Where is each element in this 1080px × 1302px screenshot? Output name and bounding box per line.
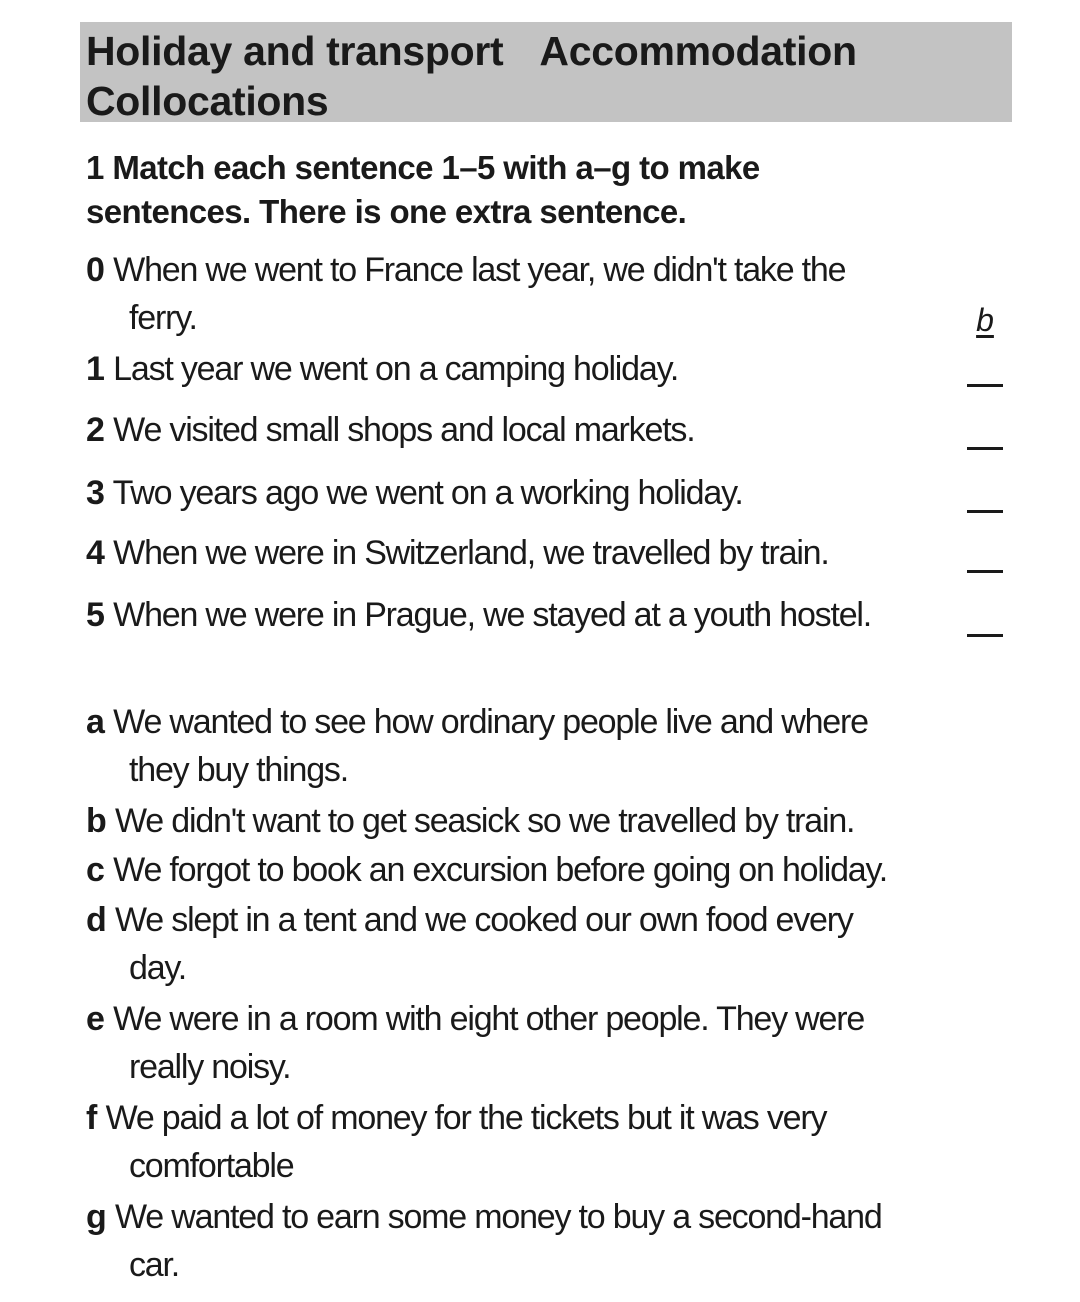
option-b bbox=[86, 797, 966, 845]
option-letter: c bbox=[86, 851, 105, 889]
sentence-text: When we were in Prague, we stayed at a youth hostel. bbox=[113, 596, 872, 634]
exercise-instruction bbox=[86, 146, 986, 234]
option-letter: g bbox=[86, 1198, 107, 1236]
sentence-3 bbox=[86, 469, 966, 517]
answer-blank-3[interactable] bbox=[967, 510, 1003, 513]
sentence-number: 5 bbox=[86, 596, 105, 634]
answer-blank-1[interactable] bbox=[967, 384, 1003, 387]
option-text-continued: day. bbox=[129, 949, 186, 987]
sentence-5 bbox=[86, 591, 966, 639]
header-title-accommodation: Accommodation bbox=[539, 28, 857, 74]
option-text-continued: comfortable bbox=[129, 1147, 294, 1185]
option-text: We were in a room with eight other people. They were bbox=[113, 1000, 865, 1038]
answer-blank-2[interactable] bbox=[967, 447, 1003, 450]
option-letter: f bbox=[86, 1099, 98, 1137]
sentence-text-continued: ferry. bbox=[129, 299, 197, 337]
answer-0: b bbox=[976, 302, 994, 338]
header-title-collocations: Collocations bbox=[86, 78, 329, 124]
option-letter: e bbox=[86, 1000, 105, 1038]
option-letter: b bbox=[86, 802, 107, 840]
sentence-number: 3 bbox=[86, 474, 105, 512]
sentence-text: When we were in Switzerland, we travelled by train. bbox=[113, 534, 829, 572]
sentence-2 bbox=[86, 406, 966, 454]
header-line-2 bbox=[86, 76, 1006, 126]
option-c bbox=[86, 846, 966, 894]
sentence-number: 4 bbox=[86, 534, 105, 572]
option-text: We paid a lot of money for the tickets but it was very bbox=[105, 1099, 827, 1137]
option-text: We forgot to book an excursion before going on holiday. bbox=[113, 851, 888, 889]
option-a bbox=[86, 698, 966, 794]
section-header bbox=[80, 22, 1012, 122]
sentence-text: Last year we went on a camping holiday. bbox=[113, 350, 679, 388]
instruction-line-1: 1 Match each sentence 1–5 with a–g to make bbox=[86, 149, 760, 186]
option-text: We wanted to see how ordinary people live and where bbox=[113, 703, 868, 741]
sentence-text: Two years ago we went on a working holiday. bbox=[112, 474, 743, 512]
option-text-continued: really noisy. bbox=[129, 1048, 291, 1086]
sentence-number: 0 bbox=[86, 251, 105, 289]
option-text: We slept in a tent and we cooked our own food every bbox=[115, 901, 853, 939]
option-text: We didn't want to get seasick so we travelled by train. bbox=[115, 802, 855, 840]
option-text-continued: car. bbox=[129, 1246, 180, 1284]
sentence-1 bbox=[86, 345, 966, 393]
option-f bbox=[86, 1094, 966, 1190]
sentence-4 bbox=[86, 529, 966, 577]
option-g bbox=[86, 1193, 966, 1289]
header-line-1 bbox=[86, 26, 1006, 76]
sentence-text: We visited small shops and local markets. bbox=[113, 411, 695, 449]
option-e bbox=[86, 995, 966, 1091]
sentence-0 bbox=[86, 246, 966, 342]
answer-blank-5[interactable] bbox=[967, 634, 1003, 637]
option-text-continued: they buy things. bbox=[129, 751, 348, 789]
header-title-holiday-transport: Holiday and transport bbox=[86, 28, 504, 74]
option-letter: a bbox=[86, 703, 105, 741]
answer-blank-4[interactable] bbox=[967, 570, 1003, 573]
option-text: We wanted to earn some money to buy a second-hand bbox=[115, 1198, 882, 1236]
option-letter: d bbox=[86, 901, 107, 939]
sentence-text: When we went to France last year, we didn't take the bbox=[113, 251, 846, 289]
sentence-number: 1 bbox=[86, 350, 105, 388]
option-d bbox=[86, 896, 966, 992]
sentence-number: 2 bbox=[86, 411, 105, 449]
instruction-line-2: sentences. There is one extra sentence. bbox=[86, 193, 687, 230]
